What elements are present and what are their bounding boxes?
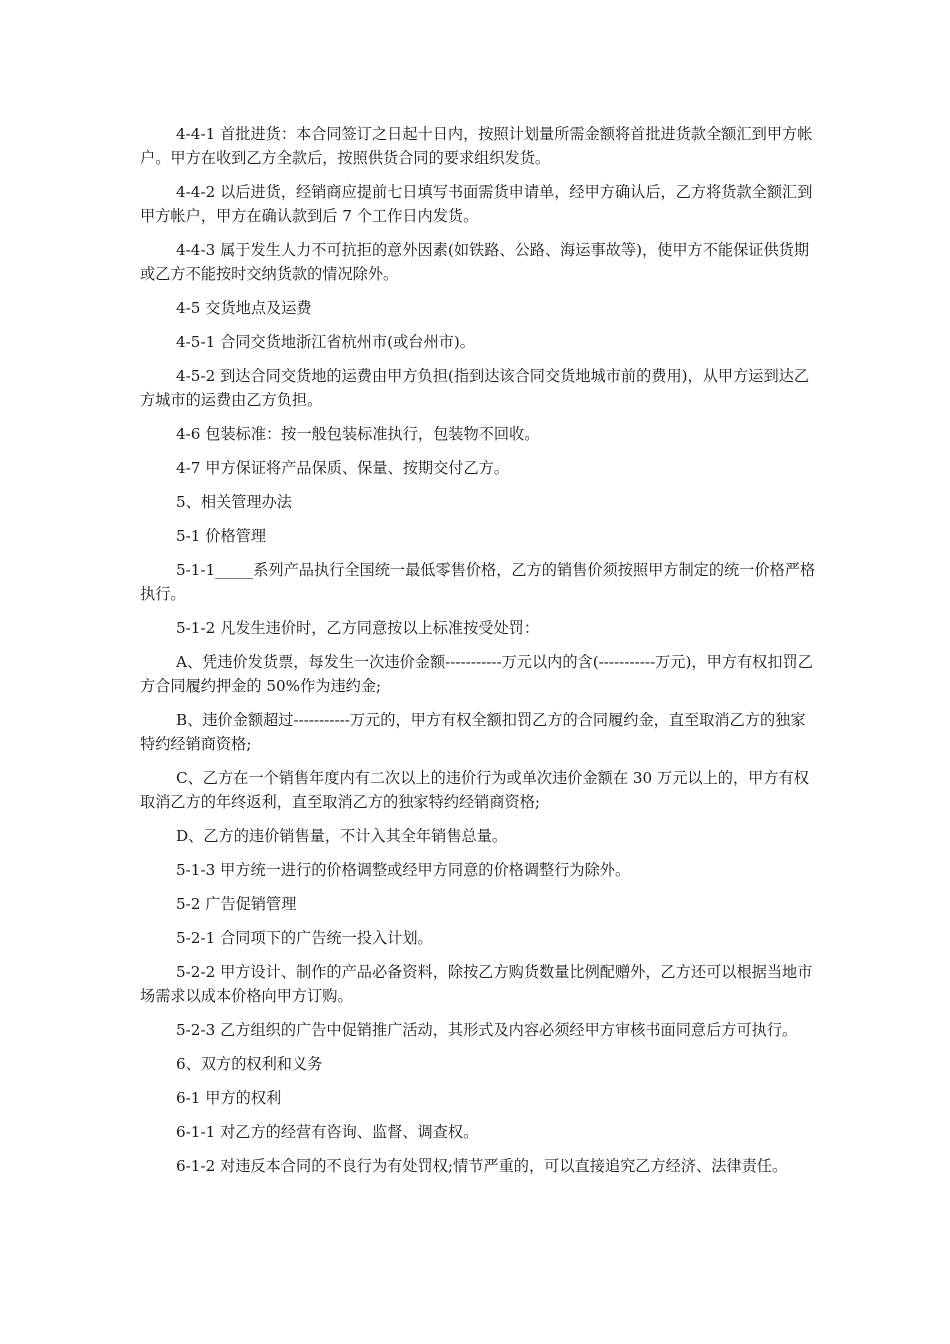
paragraph-5-1-2-c: C、乙方在一个销售年度内有二次以上的违价行为或单次违价金额在 30 万元以上的，甲方有权取消乙方的年终返利，直至取消乙方的独家特约经销商资格; — [140, 769, 809, 811]
paragraph-4-4-3: 4-4-3 属于发生人力不可抗拒的意外因素(如铁路、公路、海运事故等)，使甲方不能保证供货期或乙方不能按时交纳货款的情况除外。 — [140, 241, 810, 283]
paragraph-5-2-2: 5-2-2 甲方设计、制作的产品必备资料，除按乙方购货数量比例配赠外，乙方还可以根据当地市场需求以成本价格向甲方订购。 — [140, 963, 813, 1005]
heading-4-5: 4-5 交货地点及运费 — [176, 299, 312, 317]
paragraph-5-1-2-b: B、违价金额超过-----------万元的，甲方有权全额扣罚乙方的合同履约金，直至取消乙方的独家特约经销商资格; — [140, 711, 806, 753]
paragraph-4-4-2: 4-4-2 以后进货，经销商应提前七日填写书面需货申请单，经甲方确认后，乙方将货款全额汇到甲方帐户，甲方在确认款到后 7 个工作日内发货。 — [140, 183, 813, 225]
paragraph-4-5-1: 4-5-1 合同交货地浙江省杭州市(或台州市)。 — [176, 333, 475, 351]
paragraph-4-4-1: 4-4-1 首批进货：本合同签订之日起十日内，按照计划量所需金额将首批进货款全额汇到甲方帐户。甲方在收到乙方全款后，按照供货合同的要求组织发货。 — [140, 125, 813, 167]
paragraph-4-6: 4-6 包装标准：按一般包装标准执行，包装物不回收。 — [176, 425, 540, 443]
heading-6: 6、双方的权利和义务 — [176, 1055, 323, 1073]
paragraph-4-7: 4-7 甲方保证将产品保质、保量、按期交付乙方。 — [176, 459, 510, 477]
heading-5-1: 5-1 价格管理 — [176, 527, 267, 545]
paragraph-5-1-2-d: D、乙方的违价销售量，不计入其全年销售总量。 — [176, 827, 508, 845]
heading-6-1: 6-1 甲方的权利 — [176, 1089, 282, 1107]
paragraph-5-1-2: 5-1-2 凡发生违价时，乙方同意按以上标准按受处罚： — [176, 619, 540, 637]
paragraph-6-1-2: 6-1-2 对违反本合同的不良行为有处罚权;情节严重的，可以直接追究乙方经济、法律责任。 — [176, 1157, 788, 1175]
paragraph-4-5-2: 4-5-2 到达合同交货地的运费由甲方负担(指到达该合同交货地城市前的费用)，从甲方运到达乙方城市的运费由乙方负担。 — [140, 367, 810, 409]
paragraph-5-1-3: 5-1-3 甲方统一进行的价格调整或经甲方同意的价格调整行为除外。 — [176, 861, 631, 879]
paragraph-5-2-1: 5-2-1 合同项下的广告统一投入计划。 — [176, 929, 433, 947]
paragraph-5-1-1: 5-1-1_____系列产品执行全国统一最低零售价格，乙方的销售价须按照甲方制定的统一价格严格执行。 — [140, 561, 816, 603]
paragraph-5-1-2-a: A、凭违价发货票，每发生一次违价金额-----------万元以内的含(-----------万元)，甲方有权扣罚乙方合同履约押金的 50%作为违约金; — [140, 653, 813, 695]
heading-5: 5、相关管理办法 — [176, 493, 292, 511]
document-body — [140, 122, 820, 1188]
heading-5-2: 5-2 广告促销管理 — [176, 895, 297, 913]
paragraph-6-1-1: 6-1-1 对乙方的经营有咨询、监督、调查权。 — [176, 1123, 479, 1141]
paragraph-5-2-3: 5-2-3 乙方组织的广告中促销推广活动，其形式及内容必须经甲方审核书面同意后方可执行。 — [176, 1021, 798, 1039]
